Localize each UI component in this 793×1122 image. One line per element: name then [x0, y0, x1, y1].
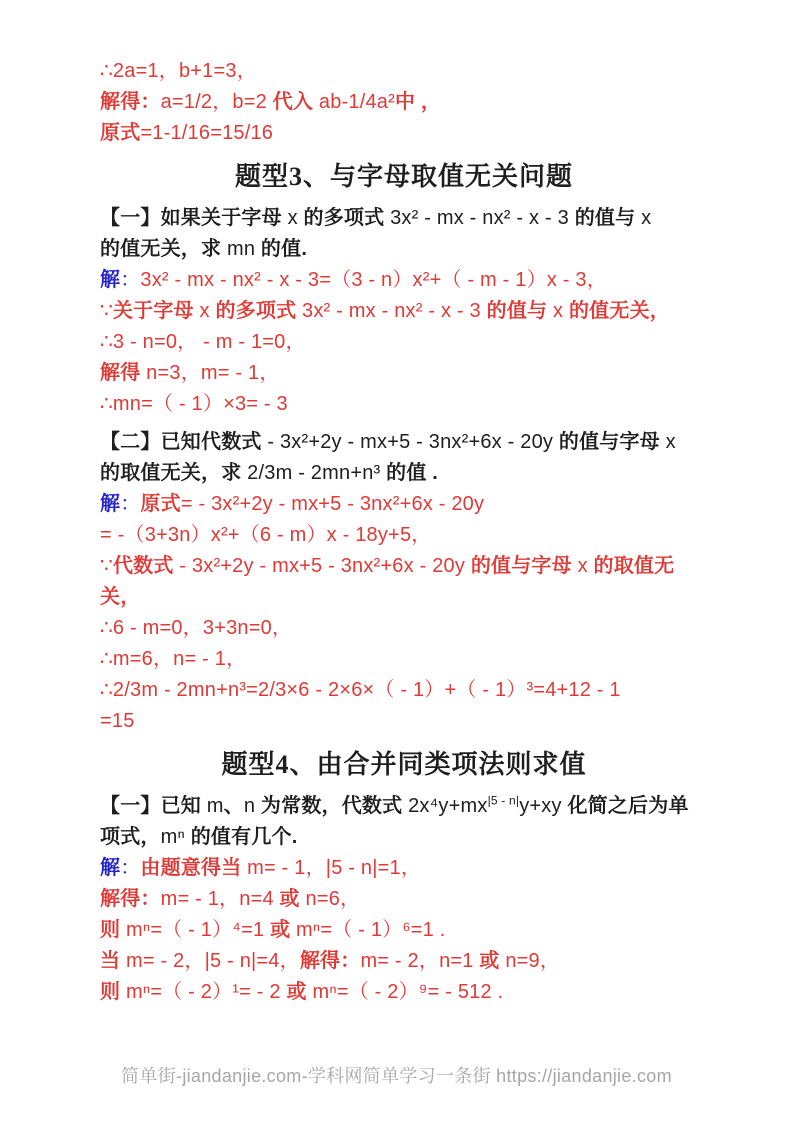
text-segment: 的多项式	[215, 300, 297, 322]
text-segment: ∴2/3m - 2mn+n³=2/3×6 - 2×6×（ - 1）+（ - 1）³=4+12 - 1	[100, 679, 621, 701]
text-segment: 关，	[100, 586, 141, 608]
text-segment: m= - 1，n=4	[160, 888, 280, 910]
text-segment: y+xy	[519, 795, 562, 817]
text-segment: x	[641, 207, 652, 229]
text-line	[100, 555, 708, 577]
text-segment: ∵	[100, 555, 113, 577]
text-segment: 的值与字母	[553, 431, 666, 453]
text-line	[100, 393, 708, 415]
text-segment: n=6，	[305, 888, 361, 910]
text-segment: 解得：	[100, 91, 161, 113]
text-segment: mⁿ=（ - 1）⁶=1 .	[296, 919, 446, 941]
text-line	[100, 207, 708, 229]
text-segment: 的值无关，求	[100, 238, 227, 260]
text-line	[100, 122, 708, 144]
text-segment: 原式	[100, 122, 141, 144]
text-segment: ∴3 - n=0， - m - 1=0，	[100, 331, 306, 353]
text-segment: 、	[223, 795, 244, 817]
text-line	[100, 950, 708, 972]
text-segment: 解得：	[299, 950, 361, 972]
text-segment: mⁿ=（ - 1）⁴=1	[125, 919, 271, 941]
text-segment: = -（3+3n）x²+（6 - m）x - 18y+5，	[100, 524, 432, 546]
text-segment: 【一】如果关于字母	[100, 207, 288, 229]
text-line	[100, 826, 708, 848]
text-segment: n=3，m= - 1，	[146, 362, 280, 384]
text-line	[100, 91, 708, 113]
text-segment: 2x⁴y+mx	[408, 795, 488, 817]
text-segment: 化简之后为单	[561, 795, 689, 817]
text-segment: 的值与	[568, 207, 642, 229]
text-line	[100, 269, 708, 291]
text-line	[100, 679, 708, 701]
text-segment: 或	[479, 950, 506, 972]
text-segment: =1-1/16=15/16	[140, 122, 274, 144]
text-segment: 或	[270, 919, 297, 941]
text-segment: 项式，	[100, 826, 161, 848]
text-segment: 为常数，代数式	[255, 795, 409, 817]
text-line	[100, 331, 708, 353]
text-line	[100, 710, 708, 732]
text-segment: 的取值无	[593, 555, 675, 577]
text-segment: n=9，	[505, 950, 561, 972]
text-segment: x	[547, 300, 569, 322]
text-segment: 的取值无关，求	[100, 462, 248, 484]
text-segment: 的值 .	[380, 462, 439, 484]
text-segment: 的值与字母	[470, 555, 572, 577]
text-segment: 或	[279, 888, 306, 910]
text-segment: mⁿ	[160, 826, 185, 848]
text-line	[100, 981, 708, 1003]
text-segment: 则	[100, 981, 126, 1003]
watermark-text: 简单街-jiandanjie.com-学科网简单学习一条街 https://jiandanjie.com	[121, 1066, 672, 1086]
text-line	[100, 300, 708, 322]
text-segment: 的多项式	[297, 207, 391, 229]
text-segment: 的值无关，	[568, 300, 670, 322]
text-segment: ∴mn=（ - 1）×3= - 3	[100, 393, 288, 415]
text-segment: 的值.	[255, 238, 308, 260]
text-segment: n	[243, 795, 256, 817]
text-segment: 原式	[140, 493, 181, 515]
text-segment: - 3x²+2y - mx+5 - 3nx²+6x - 20y	[267, 431, 554, 453]
text-segment: ∴2a=1，b+1=3，	[100, 60, 257, 82]
text-segment: 3x² - mx - nx² - x - 3	[296, 300, 487, 322]
text-segment: m	[206, 795, 224, 817]
text-segment: a=1/2，b=2	[160, 91, 273, 113]
text-segment: ∴6 - m=0，3+3n=0，	[100, 617, 293, 639]
text-segment: 当	[100, 950, 126, 972]
text-segment: 【一】已知	[100, 795, 207, 817]
text-line	[100, 431, 708, 453]
text-segment: m= - 2，|5 - n|=4，	[125, 950, 300, 972]
text-segment: = - 3x²+2y - mx+5 - 3nx²+6x - 20y	[180, 493, 485, 515]
text-segment: 解	[100, 269, 121, 291]
text-line	[100, 919, 708, 941]
text-segment: ab-1/4a²	[318, 91, 395, 113]
text-segment: 3x² - mx - nx² - x - 3	[390, 207, 569, 229]
text-line	[100, 60, 708, 82]
section-heading: 题型4、由合并同类项法则求值	[221, 750, 587, 779]
text-segment: mⁿ=（ - 2）⁹= - 512 .	[312, 981, 504, 1003]
text-line	[100, 586, 708, 608]
text-segment: 解	[100, 857, 121, 879]
text-segment: 2/3m - 2mn+n³	[247, 462, 381, 484]
text-segment: 解得：	[100, 888, 161, 910]
text-segment: 代入	[272, 91, 319, 113]
section-heading: 题型3、与字母取值无关问题	[234, 162, 573, 191]
text-segment: =15	[100, 710, 135, 732]
superscript-segment: |5 - n|	[487, 793, 520, 808]
text-segment: x	[571, 555, 594, 577]
text-segment: 解得	[100, 362, 147, 384]
text-line	[100, 524, 708, 546]
watermark-footer	[0, 1062, 793, 1088]
text-segment: mⁿ=（ - 2）¹= - 2	[125, 981, 287, 1003]
text-line	[100, 888, 708, 910]
text-line	[100, 238, 708, 260]
text-segment: 【二】已知代数式	[100, 431, 268, 453]
text-segment: ：	[120, 269, 141, 291]
text-segment: 3x² - mx - nx² - x - 3=（3 - n）x²+（ - m - 1）x - 3，	[140, 269, 607, 291]
text-segment: 解	[100, 493, 121, 515]
text-line	[100, 648, 708, 670]
text-segment: x	[193, 300, 216, 322]
text-segment: 则	[100, 919, 126, 941]
text-segment: mn	[226, 238, 256, 260]
text-segment: x	[287, 207, 298, 229]
text-segment: 中 ，	[394, 91, 442, 113]
text-segment: x	[665, 431, 676, 453]
text-segment: m= - 2，n=1	[360, 950, 480, 972]
text-line	[100, 462, 708, 484]
text-line	[100, 617, 708, 639]
text-segment: ∴m=6，n= - 1，	[100, 648, 247, 670]
text-segment: 由题意得当	[140, 857, 248, 879]
text-segment: ：	[120, 857, 141, 879]
text-segment: ：	[120, 493, 141, 515]
text-line	[100, 857, 708, 879]
text-line	[100, 493, 708, 515]
text-segment: m= - 1，|5 - n|=1，	[247, 857, 422, 879]
text-segment: 的值有几个.	[184, 826, 298, 848]
text-line	[100, 795, 708, 817]
text-segment: ∵	[100, 300, 113, 322]
text-segment: 的值与	[486, 300, 548, 322]
text-segment: 或	[286, 981, 313, 1003]
text-segment: - 3x²+2y - mx+5 - 3nx²+6x - 20y	[173, 555, 471, 577]
text-line	[100, 362, 708, 384]
document-content	[100, 60, 708, 1012]
text-segment: 代数式	[112, 555, 174, 577]
text-segment: 关于字母	[112, 300, 194, 322]
